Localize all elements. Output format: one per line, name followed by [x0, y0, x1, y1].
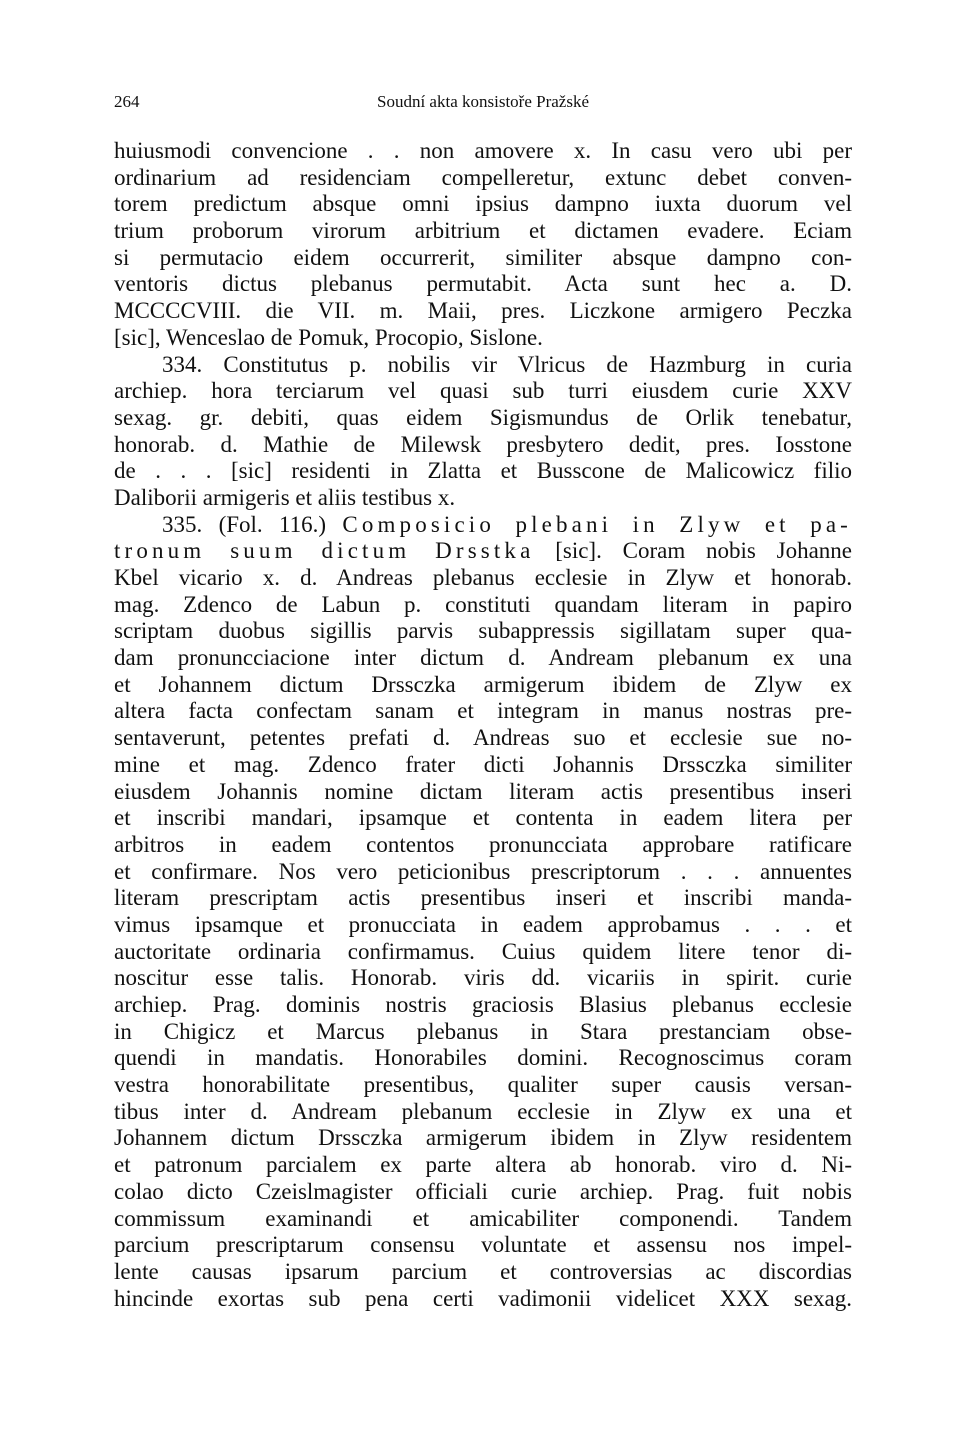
text-line: scriptam duobus sigillis parvis subappressis sigillatam super qua-: [114, 618, 852, 644]
text-line: mag. Zdenco de Labun p. constituti quandam literam in papiro: [114, 591, 852, 617]
text-line: trium proborum virorum arbitrium et dictamen evadere. Eciam: [114, 218, 852, 244]
text-line: et inscribi mandari, ipsamque et contenta in eadem litera per: [114, 805, 852, 831]
text-line: ordinarium ad residenciam compelleretur, extunc debet conven-: [114, 164, 852, 190]
running-title: Soudní akta konsistoře Pražské: [377, 92, 589, 111]
text-line: si permutacio eidem occurrerit, similiter absque dampno con-: [114, 244, 852, 270]
text-line: archiep. Prag. dominis nostris graciosis Blasius plebanus ecclesie: [114, 992, 852, 1017]
text-line: sentaverunt, petentes prefati d. Andreas suo et ecclesie sue no-: [114, 725, 852, 751]
text-line: Daliborii armigeris et aliis testibus x.: [114, 484, 456, 510]
text-line: et Johannem dictum Drssczka armigerum ibidem de Zlyw ex: [114, 671, 852, 697]
text-line: huiusmodi convencione . . non amovere x. In casu vero ubi per: [114, 138, 852, 163]
text-line: MCCCCVIII. die VII. m. Maii, pres. Liczkone armigero Peczka: [114, 298, 852, 324]
text-line: sexag. gr. debiti, quas eidem Sigismundus de Orlik tenebatur,: [114, 404, 852, 430]
text-line: commissum examinandi et amicabiliter componendi. Tandem: [114, 1205, 852, 1231]
text-line: altera facta confectam sanam et integram in manus nostras pre-: [114, 698, 852, 724]
text-line: parcium prescriptarum consensu voluntate et assensu nos impel-: [114, 1232, 852, 1258]
text-line: in Chigicz et Marcus plebanus in Stara prestanciam obse-: [114, 1018, 852, 1044]
text-line: Kbel vicario x. d. Andreas plebanus ecclesie in Zlyw et honorab.: [114, 565, 852, 590]
entry-335-heading: 335. (Fol. 116.) Composicio plebani in Zlyw et pa-: [162, 511, 852, 537]
text-line: et confirmare. Nos vero peticionibus prescriptorum . . . annuentes: [114, 858, 852, 884]
text-line: ventoris dictus plebanus permutabit. Acta sunt hec a. D.: [114, 271, 852, 297]
text-line: tibus inter d. Andream plebanum ecclesie in Zlyw ex una et: [114, 1098, 852, 1124]
text-line: de . . . [sic] residenti in Zlatta et Busscone de Malicowicz filio: [114, 458, 852, 484]
text-line: torem predictum absque omni ipsius dampno iuxta duorum vel: [114, 191, 852, 217]
body-text: [114, 138, 852, 1312]
text-line: noscitur esse talis. Honorab. viris dd. vicariis in spirit. curie: [114, 965, 852, 991]
entry-334-start: 334. Constitutus p. nobilis vir Vlricus de Hazmburg in curia: [162, 351, 852, 377]
text-line: colao dicto Czeislmagister officiali curie archiep. Prag. fuit nobis: [114, 1178, 852, 1204]
text-line: lente causas ipsarum parcium et controversias ac discordias: [114, 1258, 852, 1284]
text-line: vestra honorabilitate presentibus, qualiter super causis versan-: [114, 1072, 852, 1098]
text-line: archiep. hora terciarum vel quasi sub turri eiusdem curie XXV: [114, 378, 852, 404]
text-line: arbitros in eadem contentos pronuncciata approbare ratificare: [114, 831, 852, 857]
text-line: quendi in mandatis. Honorabiles domini. Recognoscimus coram: [114, 1045, 852, 1071]
text-line: vimus ipsamque et pronucciata in eadem approbamus . . . et: [114, 911, 852, 937]
text-line: auctoritate ordinaria confirmamus. Cuius quidem litere tenor di-: [114, 938, 852, 964]
text-line: literam prescriptam actis presentibus inseri et inscribi manda-: [114, 885, 852, 911]
spaced-rubric: Composicio plebani in Zlyw et pa-: [342, 511, 852, 537]
text-line: hincinde exortas sub pena certi vadimonii videlicet XXX sexag.: [114, 1285, 852, 1311]
text-line: mine et mag. Zdenco frater dicti Johannis Drssczka similiter: [114, 751, 852, 777]
text-line: [sic], Wenceslao de Pomuk, Procopio, Sislone.: [114, 324, 543, 350]
text-line: dam pronuncciacione inter dictum d. Andream plebanum ex una: [114, 645, 852, 671]
text-line: honorab. d. Mathie de Milewsk presbytero dedit, pres. Iosstone: [114, 431, 852, 457]
text-line: et patronum parcialem ex parte altera ab honorab. viro d. Ni-: [114, 1152, 852, 1178]
page-number: 264: [114, 92, 140, 111]
text-line: Johannem dictum Drssczka armigerum ibidem in Zlyw residentem: [114, 1125, 852, 1151]
text-line: tronum suum dictum Drsstka [sic]. Coram nobis Johanne: [114, 538, 852, 564]
text-line: eiusdem Johannis nomine dictam literam actis presentibus inseri: [114, 778, 852, 804]
spaced-rubric: tronum suum dictum Drsstka: [114, 538, 535, 564]
page-header: [114, 92, 852, 116]
